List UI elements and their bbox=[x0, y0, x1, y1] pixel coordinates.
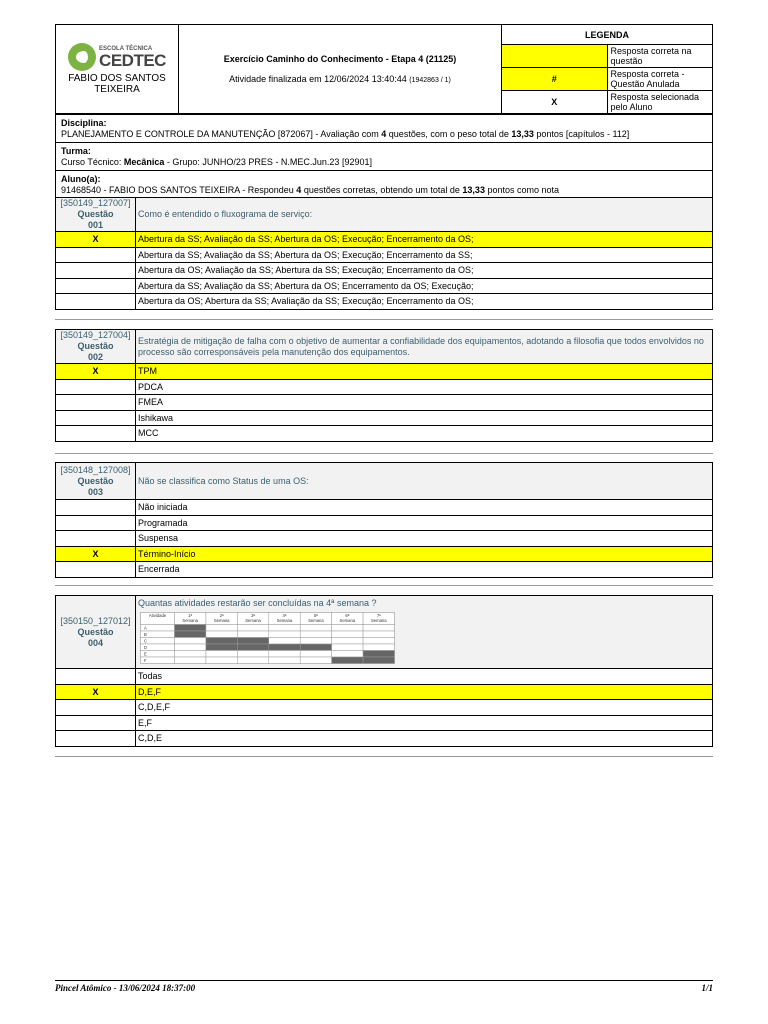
gantt-cell bbox=[269, 657, 300, 664]
option-mark bbox=[56, 715, 136, 731]
gantt-cell bbox=[332, 631, 363, 638]
gantt-bar bbox=[269, 644, 300, 651]
option-mark bbox=[56, 379, 136, 395]
option-mark: X bbox=[56, 364, 136, 380]
class-label: Turma: bbox=[61, 146, 91, 156]
gantt-activity-label: E bbox=[144, 651, 147, 657]
option-text: C,D,E,F bbox=[136, 700, 713, 716]
gantt-activity-label: F bbox=[144, 657, 147, 663]
legend-correct-text: Resposta correta na questão bbox=[607, 45, 713, 68]
question-id: [350149_127004] bbox=[60, 330, 131, 340]
option-mark bbox=[56, 669, 136, 685]
gantt-cell bbox=[269, 625, 300, 632]
footer-timestamp: Pincel Atômico - 13/06/2024 18:37:00 bbox=[55, 983, 196, 993]
question-id-cell bbox=[56, 463, 136, 500]
gantt-cell bbox=[206, 631, 237, 638]
answer-option bbox=[56, 294, 713, 310]
gantt-header-label: Atividade bbox=[148, 613, 167, 618]
gantt-bar bbox=[175, 625, 206, 632]
question-number: 003 bbox=[87, 486, 104, 497]
answer-option bbox=[56, 731, 713, 747]
answer-option bbox=[56, 562, 713, 578]
gantt-header-label: Semana bbox=[308, 618, 324, 623]
answer-option bbox=[56, 232, 713, 248]
option-mark bbox=[56, 700, 136, 716]
class-row bbox=[56, 143, 713, 171]
school-logo-cell bbox=[56, 25, 179, 114]
gantt-header-label: Semana bbox=[182, 618, 199, 623]
gantt-cell bbox=[175, 638, 206, 645]
gantt-cell bbox=[206, 651, 237, 658]
question-number: 004 bbox=[87, 637, 104, 648]
logo-small-text: ESCOLA TÉCNICA bbox=[99, 45, 153, 52]
gantt-header-label: 7ª bbox=[376, 613, 381, 618]
gantt-activity-label: A bbox=[144, 625, 147, 631]
question-block-004 bbox=[55, 595, 713, 747]
page-footer bbox=[55, 980, 713, 993]
option-text: C,D,E bbox=[136, 731, 713, 747]
legend-annulled-text: Resposta correta - Questão Anulada bbox=[607, 68, 713, 91]
answer-option bbox=[56, 278, 713, 294]
gantt-bar bbox=[206, 638, 237, 645]
option-text: Ishikawa bbox=[136, 410, 713, 426]
question-stem: Quantas atividades restarão ser concluídas na 4ª semana ? bbox=[138, 598, 377, 608]
answer-option bbox=[56, 715, 713, 731]
gantt-cell bbox=[332, 644, 363, 651]
gantt-cell bbox=[206, 657, 237, 664]
gantt-cell bbox=[237, 631, 268, 638]
gantt-cell bbox=[363, 644, 394, 651]
legend-correct-swatch bbox=[502, 45, 608, 68]
gantt-header-label: 6ª bbox=[345, 613, 350, 618]
gantt-cell bbox=[300, 631, 331, 638]
option-text: Término-Início bbox=[136, 546, 713, 562]
student-row bbox=[56, 171, 713, 199]
class-text: Curso Técnico: Mecânica - Grupo: JUNHO/23 PRES - N.MEC.Jun.23 [92901] bbox=[61, 157, 372, 167]
gantt-header-label: 2ª bbox=[219, 613, 224, 618]
answer-option bbox=[56, 364, 713, 380]
answer-option bbox=[56, 700, 713, 716]
gantt-bar bbox=[206, 644, 237, 651]
gantt-chart-image bbox=[140, 612, 396, 666]
gantt-header-label: Semana bbox=[276, 618, 293, 623]
answer-option bbox=[56, 263, 713, 279]
option-mark bbox=[56, 294, 136, 310]
option-mark bbox=[56, 562, 136, 578]
option-text: E,F bbox=[136, 715, 713, 731]
gantt-cell bbox=[237, 657, 268, 664]
question-stem-cell bbox=[136, 596, 713, 669]
question-label: Questão bbox=[77, 475, 114, 486]
question-stem: Como é entendido o fluxograma de serviço: bbox=[136, 198, 713, 232]
gantt-activity-label: B bbox=[144, 631, 147, 637]
option-mark bbox=[56, 531, 136, 547]
option-mark bbox=[56, 500, 136, 516]
gantt-cell bbox=[206, 625, 237, 632]
option-text: Abertura da SS; Avaliação da SS; Abertura da OS; Execução; Encerramento da OS; bbox=[136, 232, 713, 248]
gantt-header-label: Semana bbox=[370, 618, 387, 623]
answer-option bbox=[56, 500, 713, 516]
option-mark bbox=[56, 426, 136, 442]
finished-info: Atividade finalizada em 12/06/2024 13:40:44 (1942863 / 1) bbox=[229, 74, 451, 84]
option-text: Abertura da OS; Avaliação da SS; Abertura da SS; Execução; Encerramento da OS; bbox=[136, 263, 713, 279]
question-block-003 bbox=[55, 462, 713, 578]
option-mark bbox=[56, 731, 136, 747]
answer-option bbox=[56, 410, 713, 426]
section-divider bbox=[55, 585, 713, 586]
question-label: Questão bbox=[77, 341, 114, 351]
option-text: D,E,F bbox=[136, 684, 713, 700]
question-id-cell bbox=[56, 330, 136, 364]
gantt-header-label: Semana bbox=[213, 618, 230, 623]
student-text: 91468540 - FABIO DOS SANTOS TEIXEIRA - Respondeu 4 questões corretas, obtendo um total de 13,33 pontos como nota bbox=[61, 185, 560, 195]
option-text: Abertura da SS; Avaliação da SS; Abertura da OS; Encerramento da OS; Execução; bbox=[136, 278, 713, 294]
answer-option bbox=[56, 426, 713, 442]
question-number: 001 bbox=[87, 220, 104, 230]
question-label: Questão bbox=[77, 209, 114, 219]
gantt-cell bbox=[300, 625, 331, 632]
legend-annulled-symbol: # bbox=[502, 68, 608, 91]
gantt-cell bbox=[363, 631, 394, 638]
gantt-bar bbox=[363, 651, 394, 658]
gantt-header-label: 1ª bbox=[188, 613, 193, 618]
answer-option bbox=[56, 395, 713, 411]
option-text: Não iniciada bbox=[136, 500, 713, 516]
gantt-cell bbox=[332, 638, 363, 645]
option-mark: X bbox=[56, 232, 136, 248]
student-label: Aluno(a): bbox=[61, 174, 101, 184]
cedtec-logo bbox=[58, 43, 176, 71]
question-stem: Não se classifica como Status de uma OS: bbox=[136, 463, 713, 500]
option-text: MCC bbox=[136, 426, 713, 442]
gantt-bar bbox=[332, 657, 363, 664]
exam-title: Exercício Caminho do Conhecimento - Etapa 4 (21125) bbox=[223, 54, 457, 64]
option-mark bbox=[56, 247, 136, 263]
answer-option bbox=[56, 379, 713, 395]
question-stem: Estratégia de mitigação de falha com o objetivo de aumentar a confiabilidade dos equipamentos, adotando a filosofia que todos envolvidos no processo são corresponsáveis pela manutenção dos equipamentos. bbox=[136, 330, 713, 364]
gantt-bar bbox=[237, 644, 268, 651]
gantt-cell bbox=[269, 651, 300, 658]
answer-option bbox=[56, 684, 713, 700]
gantt-cell bbox=[237, 625, 268, 632]
option-text: FMEA bbox=[136, 395, 713, 411]
finished-code: (1942863 / 1) bbox=[409, 77, 451, 84]
gantt-activity-label: D bbox=[144, 644, 148, 650]
gantt-cell bbox=[300, 638, 331, 645]
legend-selected-symbol: X bbox=[502, 91, 608, 114]
question-label: Questão bbox=[77, 626, 114, 637]
page-number: 1/1 bbox=[701, 983, 713, 993]
question-block-001 bbox=[55, 197, 713, 310]
discipline-label: Disciplina: bbox=[61, 118, 107, 128]
gantt-cell bbox=[332, 625, 363, 632]
option-mark bbox=[56, 263, 136, 279]
legend-selected-text: Resposta selecionada pelo Aluno bbox=[607, 91, 713, 114]
answer-option bbox=[56, 669, 713, 685]
answer-option bbox=[56, 515, 713, 531]
gantt-header-label: 3ª bbox=[251, 613, 256, 618]
option-mark bbox=[56, 278, 136, 294]
logo-big-text: CEDTEC bbox=[99, 50, 166, 70]
option-text: PDCA bbox=[136, 379, 713, 395]
course-info bbox=[55, 114, 713, 199]
gantt-activity-label: C bbox=[144, 638, 148, 644]
option-text: Programada bbox=[136, 515, 713, 531]
gantt-cell bbox=[269, 638, 300, 645]
discipline-text: PLANEJAMENTO E CONTROLE DA MANUTENÇÃO [872067] - Avaliação com 4 questões, com o peso total de 13,33 pontos [capítulos - 112] bbox=[61, 129, 630, 139]
option-text: Abertura da OS; Abertura da SS; Avaliação da SS; Execução; Encerramento da OS; bbox=[136, 294, 713, 310]
question-id-cell bbox=[56, 596, 136, 669]
question-id-cell bbox=[56, 198, 136, 232]
gantt-cell bbox=[175, 651, 206, 658]
option-mark bbox=[56, 395, 136, 411]
gantt-cell bbox=[363, 625, 394, 632]
option-text: Suspensa bbox=[136, 531, 713, 547]
option-text: TPM bbox=[136, 364, 713, 380]
option-mark bbox=[56, 410, 136, 426]
option-mark: X bbox=[56, 684, 136, 700]
gantt-cell bbox=[269, 631, 300, 638]
option-mark bbox=[56, 515, 136, 531]
gantt-bar bbox=[237, 638, 268, 645]
discipline-row bbox=[56, 115, 713, 143]
gantt-header-label: Semana bbox=[245, 618, 261, 623]
gantt-header-label: Semana bbox=[339, 618, 356, 623]
option-text: Encerrada bbox=[136, 562, 713, 578]
answer-option bbox=[56, 546, 713, 562]
section-divider bbox=[55, 453, 713, 454]
answer-option bbox=[56, 247, 713, 263]
question-number: 002 bbox=[87, 352, 104, 362]
exam-title-cell bbox=[179, 25, 502, 114]
gantt-cell bbox=[300, 657, 331, 664]
question-id: [350148_127008] bbox=[60, 464, 131, 475]
answer-option bbox=[56, 531, 713, 547]
question-id: [350150_127012] bbox=[60, 615, 131, 626]
legend-title: LEGENDA bbox=[502, 25, 713, 45]
gantt-bar bbox=[363, 657, 394, 664]
section-divider bbox=[55, 756, 713, 757]
question-block-002 bbox=[55, 329, 713, 442]
gantt-bar bbox=[300, 644, 331, 651]
student-name: FABIO DOS SANTOS TEIXEIRA bbox=[68, 73, 166, 95]
option-text: Abertura da SS; Avaliação da SS; Abertura da OS; Execução; Encerramento da SS; bbox=[136, 247, 713, 263]
gantt-header-label: 5ª bbox=[313, 613, 318, 618]
gantt-cell bbox=[300, 651, 331, 658]
gantt-cell bbox=[175, 644, 206, 651]
question-id: [350149_127007] bbox=[60, 198, 131, 208]
gantt-header-label: 4ª bbox=[282, 613, 287, 618]
gantt-cell bbox=[363, 638, 394, 645]
gantt-cell bbox=[332, 651, 363, 658]
option-mark: X bbox=[56, 546, 136, 562]
report-header bbox=[55, 24, 713, 114]
option-text: Todas bbox=[136, 669, 713, 685]
gantt-cell bbox=[175, 657, 206, 664]
exam-report bbox=[55, 24, 713, 199]
gantt-cell bbox=[237, 651, 268, 658]
section-divider bbox=[55, 319, 713, 320]
gantt-bar bbox=[175, 631, 206, 638]
cedtec-logo-icon bbox=[68, 43, 96, 71]
